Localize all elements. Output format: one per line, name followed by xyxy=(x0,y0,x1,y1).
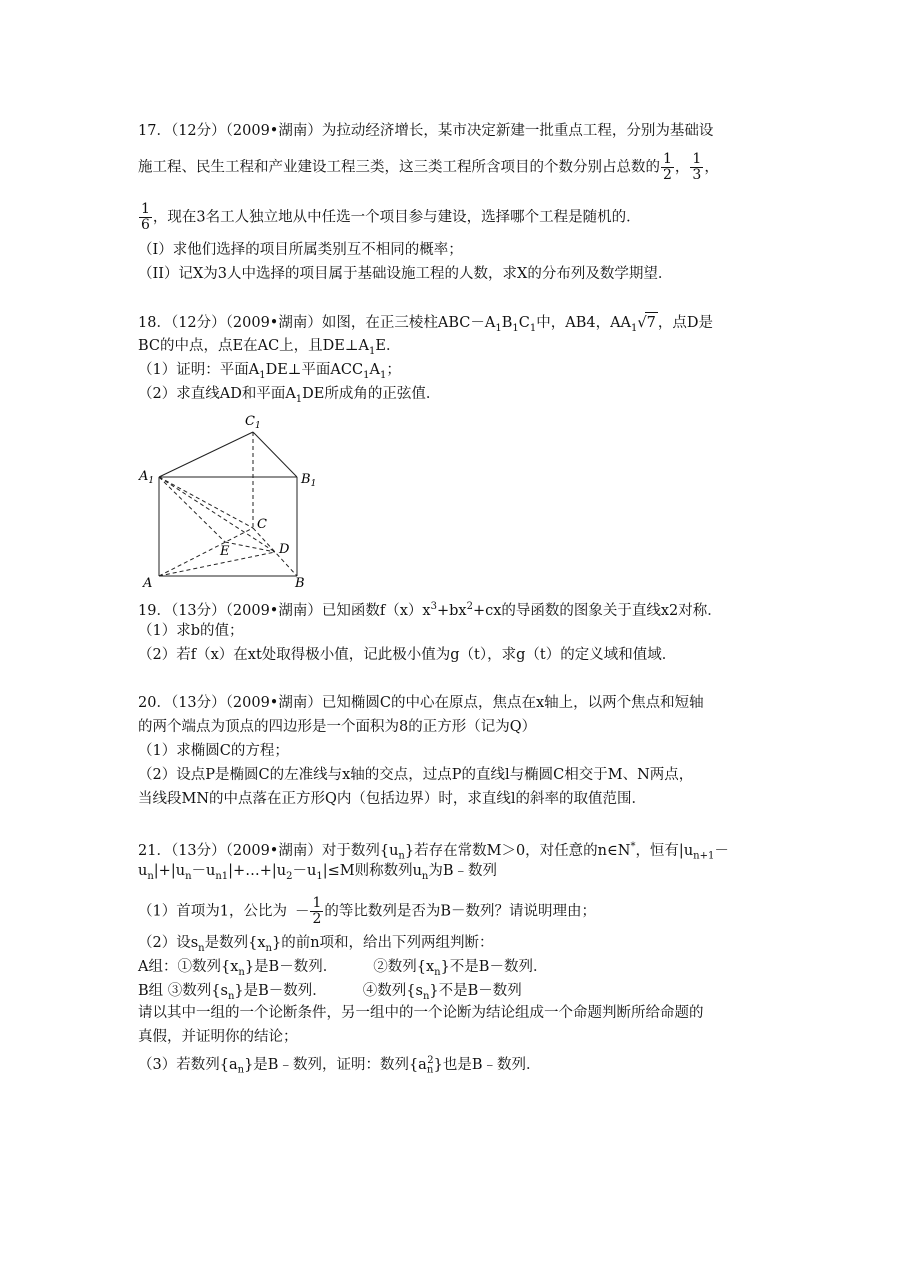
label-e: E xyxy=(220,544,230,559)
label-a: A xyxy=(143,576,153,590)
edge-a1-d xyxy=(159,477,275,552)
q17-part2: （II）记X为3人中选择的项目属于基础设施工程的人数，求X的分布列及数学期望． xyxy=(138,266,673,282)
q21-part2: （2）设$s_n$是数列$\{x_n\}$的前n项和，给出下列两组判断： xyxy=(138,935,494,954)
q20-part1: （1）求椭圆C的方程； xyxy=(138,743,289,759)
q19-part2: （2）若f（x）在xt处取得极小值，记此极小值为g（t），求g（t）的定义域和值域． xyxy=(138,647,677,663)
q21-instruction-1: 请以其中一组的一个论断条件，另一组中的一个论断为结论组成一个命题判断所给命题的 xyxy=(138,1005,704,1021)
q20-part3: 当线段MN的中点落在正方形Q内（包括边界）时，求直线l的斜率的取值范围． xyxy=(138,791,647,807)
q18-part1: （1）证明：平面$A_1DE\perp$平面$ACC_1A_1$； xyxy=(138,362,401,381)
edge-a1-c xyxy=(159,477,253,528)
q18-part2: （2）求直线AD和平面$A_1DE$所成角的正弦值． xyxy=(138,386,441,405)
q21-part1: （1）首项为1，公比为 － $\frac{1}{2}$ 的等比数列是否为B－数列？请说明理由； xyxy=(138,895,597,927)
q19-part1: （1）求b的值； xyxy=(138,623,244,639)
fraction-sixth: $\frac{1}{6}$ xyxy=(141,201,150,233)
q17-line3: $\frac{1}{6}$ ，现在3名工人独立地从中任选一个项目参与建设，选择哪个工程是随机的． xyxy=(141,201,641,233)
edge-a1-c1 xyxy=(159,432,253,477)
q21-part3: （3）若数列$\{a_n\}$是B﹣数列，证明：数列$\{a_n^2\}$也是B﹣数列． xyxy=(138,1055,541,1076)
edge-a-d xyxy=(159,552,275,576)
q21-group-b: B组 ③数列$\{s_n\}$是B－数列． ④数列$\{s_n\}$不是B－数列 xyxy=(138,983,522,1002)
q21-line2: $u_n|+|u_n-u_{n1}|+\dots+|u_2-u_1|\le M$则称数列$u_n$为B﹣数列 xyxy=(138,863,498,882)
label-c: C xyxy=(257,517,267,532)
q18-line2: BC的中点，点E在AC上，且$DE\perp A_1E$． xyxy=(138,338,401,357)
q18-line1: 18．（12分）（2009•湖南）如图，在正三棱柱$ABC-A_1B_1C_1$中，AB4，$AA_1√7$ ，点D是 xyxy=(138,312,713,339)
q17-line2: 施工程、民生工程和产业建设工程三类，这三类工程所含项目的个数分别占总数的 $\frac{1}{2}$ ， $\frac{1}{3}$ ， xyxy=(138,151,719,183)
edge-a1-e xyxy=(159,477,225,542)
q20-line2: 的两个端点为顶点的四边形是一个面积为8的正方形（记为Q） xyxy=(138,719,537,735)
label-a1: $A_1$ xyxy=(139,469,155,486)
edge-c1-b1 xyxy=(253,432,297,477)
prism-figure xyxy=(130,405,330,590)
q17-part1: （I）求他们选择的项目所属类别互不相同的概率； xyxy=(138,242,463,258)
label-c1: $C_1$ xyxy=(245,414,261,431)
q21-line1: 21．（13分）（2009•湖南）对于数列$\{u_n\}$若存在常数M＞0，对任意的n∈N*，恒有$|u_{n+1}-$ xyxy=(138,841,729,862)
q20-part2: （2）设点P是椭圆C的左准线与x轴的交点，过点P的直线l与椭圆C相交于M、N两点， xyxy=(138,767,694,783)
q17-line2-text: 施工程、民生工程和产业建设工程三类，这三类工程所含项目的个数分别占总数的 xyxy=(138,159,660,176)
label-b: B xyxy=(295,576,305,590)
fraction-third: $\frac{1}{3}$ xyxy=(692,151,702,183)
q20-line1: 20．（13分）（2009•湖南）已知椭圆C的中心在原点，焦点在x轴上，以两个焦点和短轴 xyxy=(138,695,704,711)
sqrt-seven: 7 xyxy=(645,312,658,333)
label-b1: $B_1$ xyxy=(301,472,317,489)
q19-line1: 19．（13分）（2009•湖南）已知函数$f(x)x^3+bx^2+cx$的导函数的图象关于直线x2对称． xyxy=(138,601,722,619)
fraction-half: $\frac{1}{2}$ xyxy=(663,151,672,183)
q21-instruction-2: 真假，并证明你的结论； xyxy=(138,1029,298,1045)
fraction-neg-half: $\frac{1}{2}$ xyxy=(312,895,322,927)
q17-line1: 17．（12分）（2009•湖南）为拉动经济增长，某市决定新建一批重点工程，分别为基础设 xyxy=(138,123,714,139)
label-d: D xyxy=(279,542,290,557)
q21-group-a: A组：①数列$\{x_n\}$是B－数列． ②数列$\{x_n\}$不是B－数列． xyxy=(138,959,548,978)
edge-a-c xyxy=(159,528,253,576)
